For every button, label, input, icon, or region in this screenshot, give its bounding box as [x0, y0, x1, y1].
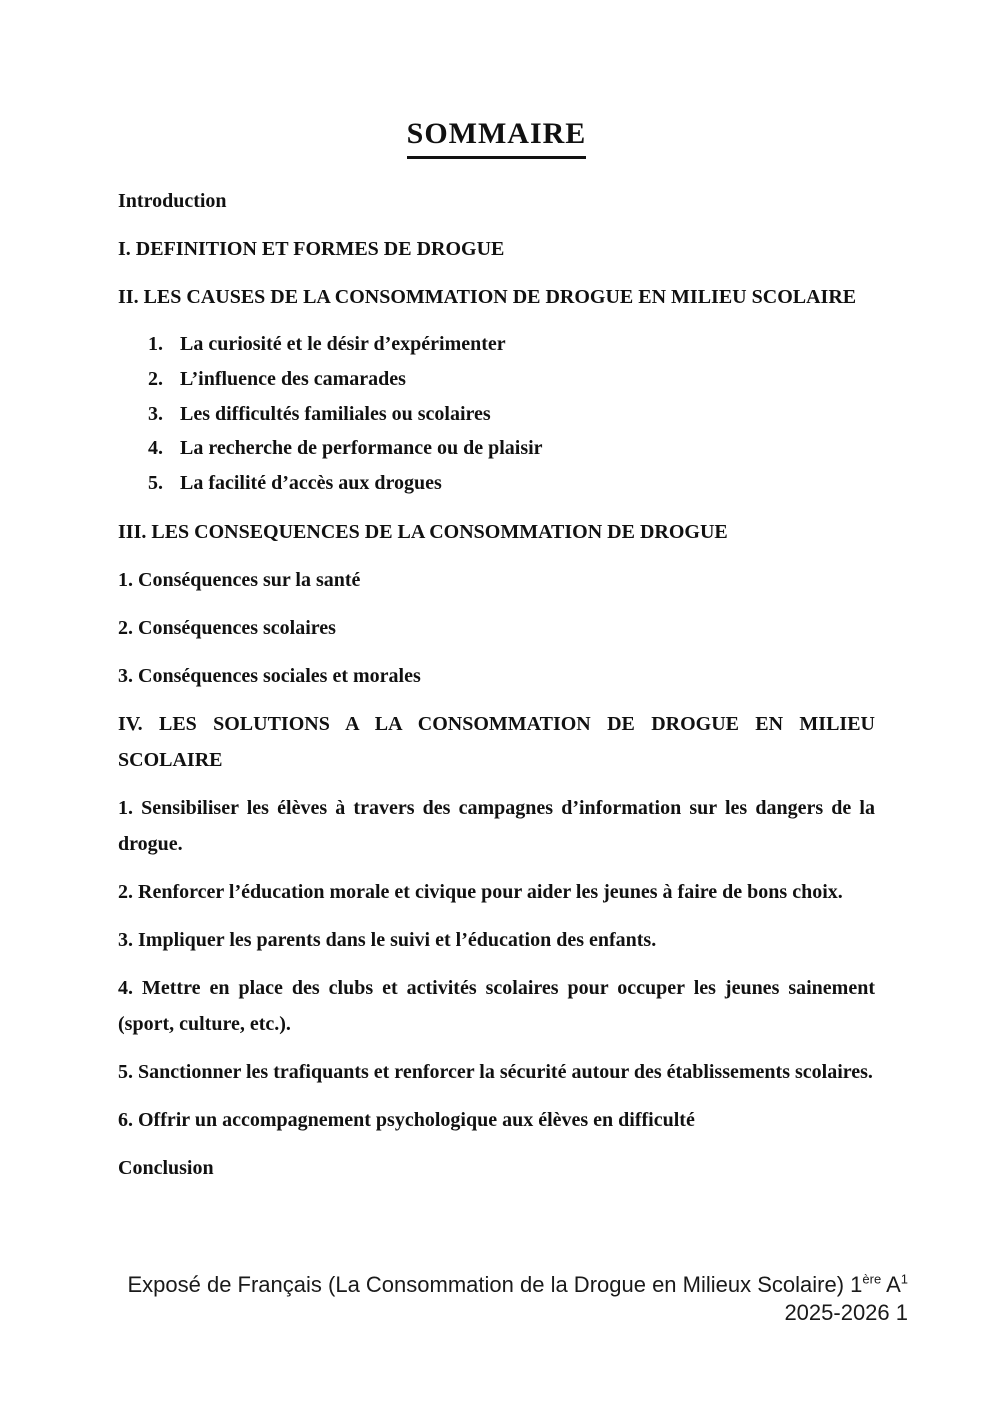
- footer-class-letter: A: [881, 1272, 901, 1297]
- footer-ordinal-superscript: ère: [862, 1271, 882, 1287]
- page-title: [0, 113, 993, 159]
- page-title-text: SOMMAIRE: [407, 113, 587, 159]
- list-item-number: 3.: [148, 402, 163, 425]
- list-item-label: La recherche de performance ou de plaisir: [180, 437, 543, 460]
- footer-footnote-superscript: 1: [900, 1271, 908, 1287]
- toc-paragraph: Introduction: [118, 190, 227, 212]
- toc-paragraph: 2. Conséquences scolaires: [118, 616, 336, 639]
- footer-line-1: [118, 1271, 908, 1299]
- toc-paragraph: I. DEFINITION ET FORMES DE DROGUE: [118, 238, 505, 260]
- toc-paragraph: III. LES CONSEQUENCES DE LA CONSOMMATION DE DROGUE: [118, 520, 728, 543]
- toc-paragraph: 3. Impliquer les parents dans le suivi et l’éducation des enfants.: [118, 928, 657, 951]
- toc-list-item: [148, 466, 875, 501]
- toc-numbered-list: [118, 327, 875, 501]
- list-item-number: 5.: [148, 472, 163, 495]
- list-item-label: La facilité d’accès aux drogues: [180, 472, 442, 495]
- toc-paragraph: 6. Offrir un accompagnement psychologique aux élèves en difficulté: [118, 1108, 695, 1131]
- page-footer: [118, 1271, 908, 1327]
- list-item-label: La curiosité et le désir d’expérimenter: [180, 333, 506, 355]
- toc-paragraph: 4. Mettre en place des clubs et activités scolaires pour occuper les jeunes sainement (sport, culture, etc.).: [118, 976, 875, 1035]
- toc-paragraph: II. LES CAUSES DE LA CONSOMMATION DE DROGUE EN MILIEU SCOLAIRE: [118, 286, 857, 308]
- footer-line1-text: Exposé de Français (La Consommation de la Drogue en Milieux Scolaire) 1: [127, 1272, 863, 1297]
- toc-list-item: [148, 362, 875, 397]
- toc-paragraph: 2. Renforcer l’éducation morale et civique pour aider les jeunes à faire de bons choix.: [118, 880, 843, 903]
- toc-paragraph: 3. Conséquences sociales et morales: [118, 664, 421, 687]
- list-item-label: L’influence des camarades: [180, 367, 406, 390]
- list-item-number: 2.: [148, 367, 163, 390]
- toc-paragraph: IV. LES SOLUTIONS A LA CONSOMMATION DE DROGUE EN MILIEU SCOLAIRE: [118, 712, 875, 771]
- toc-paragraph: 1. Sensibiliser les élèves à travers des campagnes d’information sur les dangers de la drogue.: [118, 796, 875, 855]
- toc-content: [118, 183, 875, 1198]
- toc-list-item: [148, 397, 875, 432]
- list-item-number: 4.: [148, 437, 163, 460]
- toc-list-item: [148, 431, 875, 466]
- toc-paragraph: 5. Sanctionner les trafiquants et renforcer la sécurité autour des établissements scolaires.: [118, 1060, 873, 1083]
- list-item-number: 1.: [148, 333, 163, 355]
- toc-paragraph: Conclusion: [118, 1156, 214, 1179]
- footer-line-2: 2025-2026 1: [784, 1300, 908, 1325]
- toc-list-item: [148, 327, 875, 362]
- toc-paragraph: 1. Conséquences sur la santé: [118, 568, 361, 591]
- list-item-label: Les difficultés familiales ou scolaires: [180, 402, 491, 425]
